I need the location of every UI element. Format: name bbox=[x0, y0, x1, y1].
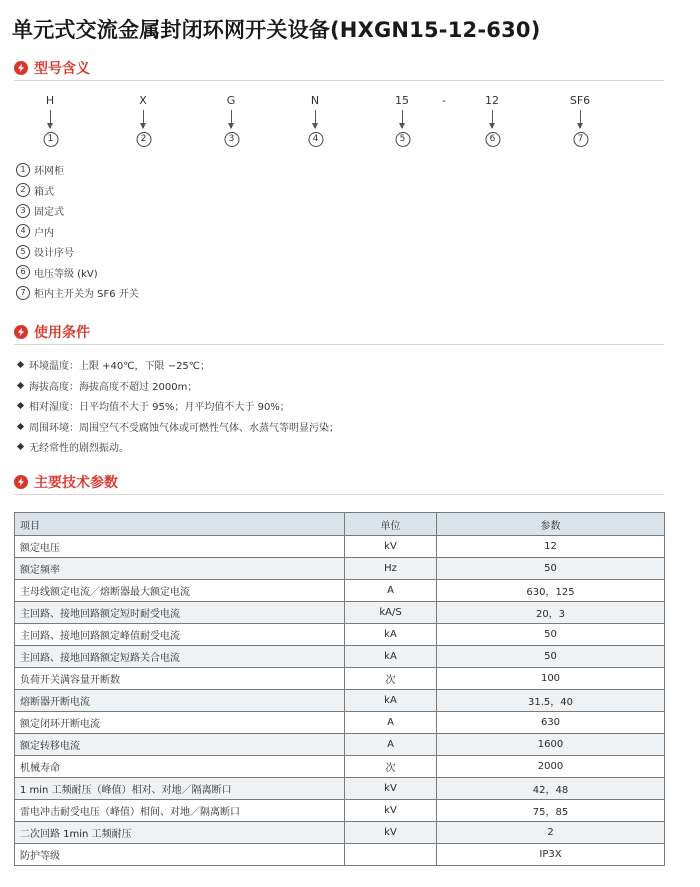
condition-item bbox=[16, 398, 290, 413]
section-model-header bbox=[14, 58, 90, 78]
legend-number: 1 bbox=[16, 163, 30, 177]
condition-text: 环境温度：上限 +40℃，下限 −25℃； bbox=[29, 361, 211, 372]
cell-item: 1 min 工频耐压（峰值）相对、对地／隔离断口 bbox=[15, 778, 345, 800]
cell-unit: kV bbox=[345, 536, 437, 558]
legend-number: 7 bbox=[16, 286, 30, 300]
model-code-letter: G bbox=[226, 94, 236, 107]
table-row bbox=[15, 734, 665, 756]
model-code-number: 7 bbox=[573, 132, 588, 147]
cell-item: 主回路、接地回路额定短路关合电流 bbox=[15, 646, 345, 668]
down-arrow-icon bbox=[50, 110, 51, 128]
divider bbox=[14, 80, 664, 81]
cell-item: 防护等级 bbox=[15, 844, 345, 866]
cell-unit: A bbox=[345, 580, 437, 602]
legend-item bbox=[16, 244, 74, 259]
condition-text: 无经常性的剧烈振动。 bbox=[29, 443, 129, 454]
column-header-value: 参数 bbox=[437, 513, 665, 536]
cell-value: IP3X bbox=[437, 844, 665, 866]
cell-item: 主母线额定电流／熔断器最大额定电流 bbox=[15, 580, 345, 602]
cell-value: 42，48 bbox=[437, 778, 665, 800]
spec-table bbox=[14, 512, 665, 866]
cell-item: 额定转移电流 bbox=[15, 734, 345, 756]
cell-unit: 次 bbox=[345, 756, 437, 778]
bullet-diamond-icon bbox=[17, 443, 24, 450]
legend-item bbox=[16, 162, 64, 177]
condition-item bbox=[16, 357, 210, 372]
cell-item: 主回路、接地回路额定短时耐受电流 bbox=[15, 602, 345, 624]
cell-item: 机械寿命 bbox=[15, 756, 345, 778]
legend-text: 环网柜 bbox=[34, 166, 64, 177]
section-title: 使用条件 bbox=[34, 325, 90, 341]
cell-value: 50 bbox=[437, 558, 665, 580]
down-arrow-icon bbox=[231, 110, 232, 128]
legend-text: 箱式 bbox=[34, 186, 54, 198]
model-code-letter: H bbox=[45, 94, 55, 107]
table-row bbox=[15, 756, 665, 778]
cell-unit: A bbox=[345, 734, 437, 756]
cell-unit: kV bbox=[345, 800, 437, 822]
condition-text: 周围环境：周围空气不受腐蚀气体或可燃性气体、水蒸气等明显污染； bbox=[29, 422, 339, 434]
cell-value: 20，3 bbox=[437, 602, 665, 624]
column-header-item: 项目 bbox=[15, 513, 345, 536]
condition-text: 海拔高度：海拔高度不超过 2000m； bbox=[29, 381, 198, 393]
cell-item: 负荷开关满容量开断数 bbox=[15, 668, 345, 690]
cell-unit bbox=[345, 844, 437, 866]
cell-value: 1600 bbox=[437, 734, 665, 756]
bullet-diamond-icon bbox=[17, 381, 24, 388]
cell-value: 75，85 bbox=[437, 800, 665, 822]
section-title: 型号含义 bbox=[34, 61, 90, 77]
bullet-diamond-icon bbox=[17, 361, 24, 368]
model-code-letter: X bbox=[139, 94, 147, 107]
table-row bbox=[15, 712, 665, 734]
condition-item bbox=[16, 378, 197, 393]
model-code-number: 1 bbox=[43, 132, 58, 147]
lightning-icon bbox=[14, 325, 28, 339]
legend-item bbox=[16, 224, 54, 239]
legend-number: 2 bbox=[16, 183, 30, 197]
table-row bbox=[15, 602, 665, 624]
lightning-icon bbox=[14, 475, 28, 489]
legend-number: 6 bbox=[16, 265, 30, 279]
model-code-letter: 15 bbox=[395, 94, 409, 107]
cell-value: 2000 bbox=[437, 756, 665, 778]
model-code-letter: SF6 bbox=[569, 94, 591, 107]
down-arrow-icon bbox=[492, 110, 493, 128]
table-row bbox=[15, 690, 665, 712]
condition-item bbox=[16, 439, 129, 454]
table-header-row bbox=[15, 513, 665, 536]
table-row bbox=[15, 536, 665, 558]
table-row bbox=[15, 580, 665, 602]
model-code-number: 5 bbox=[395, 132, 410, 147]
legend-text: 电压等级 (kV) bbox=[34, 268, 98, 280]
cell-value: 630 bbox=[437, 712, 665, 734]
cell-value: 12 bbox=[437, 536, 665, 558]
bullet-diamond-icon bbox=[17, 422, 24, 429]
cell-item: 主回路、接地回路额定峰值耐受电流 bbox=[15, 624, 345, 646]
section-title: 主要技术参数 bbox=[34, 475, 118, 491]
down-arrow-icon bbox=[143, 110, 144, 128]
cell-item: 额定电压 bbox=[15, 536, 345, 558]
section-params-header bbox=[14, 472, 118, 492]
model-code-number: 6 bbox=[485, 132, 500, 147]
cell-unit: kV bbox=[345, 822, 437, 844]
table-row bbox=[15, 668, 665, 690]
column-header-unit: 单位 bbox=[345, 513, 437, 536]
model-code-letter: N bbox=[310, 94, 320, 107]
cell-unit: 次 bbox=[345, 668, 437, 690]
legend-item bbox=[16, 265, 98, 280]
table-row bbox=[15, 778, 665, 800]
down-arrow-icon bbox=[315, 110, 316, 128]
cell-unit: Hz bbox=[345, 558, 437, 580]
cell-unit: A bbox=[345, 712, 437, 734]
cell-value: 31.5，40 bbox=[437, 690, 665, 712]
table-row bbox=[15, 624, 665, 646]
legend-text: 固定式 bbox=[34, 207, 64, 218]
legend-item bbox=[16, 203, 64, 218]
condition-text: 相对湿度：日平均值不大于 95%；月平均值不大于 90%； bbox=[29, 402, 290, 413]
cell-unit: kA bbox=[345, 646, 437, 668]
cell-unit: kA/S bbox=[345, 602, 437, 624]
legend-number: 3 bbox=[16, 204, 30, 218]
cell-value: 50 bbox=[437, 646, 665, 668]
cell-item: 二次回路 1min 工频耐压 bbox=[15, 822, 345, 844]
divider bbox=[14, 494, 664, 495]
legend-text: 柜内主开关为 SF6 开关 bbox=[34, 289, 139, 300]
table-row bbox=[15, 800, 665, 822]
legend-text: 设计序号 bbox=[34, 248, 74, 259]
legend-text: 户内 bbox=[34, 227, 54, 239]
table-row bbox=[15, 558, 665, 580]
cell-unit: kV bbox=[345, 778, 437, 800]
legend-number: 5 bbox=[16, 245, 30, 259]
section-conditions-header bbox=[14, 322, 90, 342]
cell-unit: kA bbox=[345, 690, 437, 712]
model-code-number: 4 bbox=[308, 132, 323, 147]
legend-item bbox=[16, 183, 54, 198]
cell-value: 100 bbox=[437, 668, 665, 690]
down-arrow-icon bbox=[402, 110, 403, 128]
cell-item: 雷电冲击耐受电压（峰值）相间、对地／隔离断口 bbox=[15, 800, 345, 822]
model-code-number: 2 bbox=[136, 132, 151, 147]
down-arrow-icon bbox=[580, 110, 581, 128]
table-row bbox=[15, 822, 665, 844]
cell-item: 额定频率 bbox=[15, 558, 345, 580]
bullet-diamond-icon bbox=[17, 402, 24, 409]
legend-item bbox=[16, 285, 139, 300]
model-code-letter: 12 bbox=[485, 94, 499, 107]
page-title: 单元式交流金属封闭环网开关设备(HXGN15-12-630) bbox=[12, 18, 541, 42]
table-row bbox=[15, 844, 665, 866]
cell-unit: kA bbox=[345, 624, 437, 646]
condition-item bbox=[16, 419, 339, 434]
table-row bbox=[15, 646, 665, 668]
divider bbox=[14, 344, 664, 345]
model-code-dash: - bbox=[442, 94, 446, 107]
lightning-icon bbox=[14, 61, 28, 75]
cell-item: 熔断器开断电流 bbox=[15, 690, 345, 712]
cell-value: 630，125 bbox=[437, 580, 665, 602]
cell-value: 2 bbox=[437, 822, 665, 844]
legend-number: 4 bbox=[16, 224, 30, 238]
cell-item: 额定闭环开断电流 bbox=[15, 712, 345, 734]
cell-value: 50 bbox=[437, 624, 665, 646]
model-code-number: 3 bbox=[224, 132, 239, 147]
